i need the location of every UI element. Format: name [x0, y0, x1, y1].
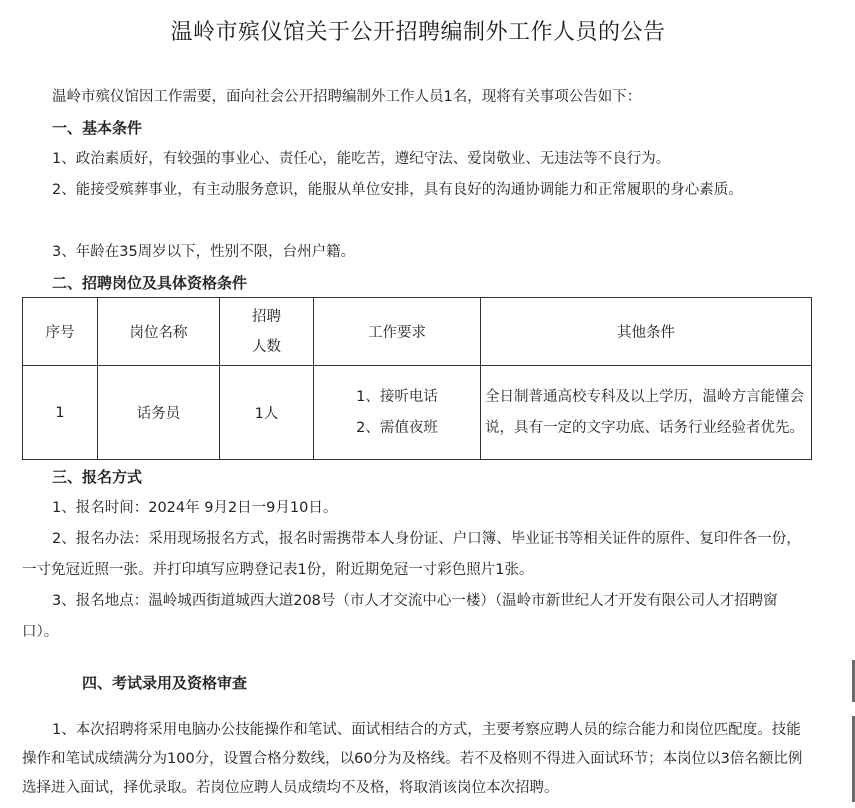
basic-condition-1: 1、政治素质好，有较强的事业心、责任心，能吃苦，遵纪守法、爱岗敬业、无违法等不良行为。 [52, 151, 671, 167]
table-row [23, 366, 812, 460]
basic-condition-2: 2、能接受殡葬事业，有主动服务意识，能服从单位安排，具有良好的沟通协调能力和正常履职的身心素质。 [52, 182, 743, 198]
row-count: 1人 [220, 366, 314, 460]
section-heading-exam: 四、考试录用及资格审查 [82, 674, 248, 692]
section-heading-basic-conditions: 一、基本条件 [52, 119, 143, 137]
requirement-1: 1、接听电话 [356, 388, 438, 405]
header-other-conditions: 其他条件 [481, 298, 812, 366]
registration-method: 2、报名办法：采用现场报名方式，报名时需携带本人身份证、户口簿、毕业证书等相关证件的原件、复印件各一份，一寸免冠近照一张。并打印填写应聘登记表1份，附近期免冠一寸彩色照片1张。 [22, 531, 801, 578]
row-position: 话务员 [98, 366, 220, 460]
row-requirements [314, 366, 481, 460]
row-index: 1 [23, 366, 98, 460]
header-requirements: 工作要求 [314, 298, 481, 366]
basic-condition-3: 3、年龄在35周岁以下，性别不限，台州户籍。 [52, 244, 356, 260]
intro-paragraph: 温岭市殡仪馆因工作需要，面向社会公开招聘编制外工作人员1名，现将有关事项公告如下： [52, 89, 642, 105]
row-other-conditions: 全日制普通高校专科及以上学历，温岭方言能懂会说，具有一定的文字功底、话务行业经验者优先。 [481, 366, 812, 460]
header-index: 序号 [23, 298, 98, 366]
positions-table [22, 297, 812, 460]
registration-time: 1、报名时间：2024年 9月2日一9月10日。 [52, 500, 338, 516]
requirement-2: 2、需值夜班 [356, 419, 438, 436]
header-count-line2: 人数 [252, 338, 281, 355]
page-title: 温岭市殡仪馆关于公开招聘编制外工作人员的公告 [170, 20, 666, 45]
section-heading-positions: 二、招聘岗位及具体资格条件 [52, 274, 248, 292]
registration-location: 3、报名地点：温岭城西街道城西大道208号（市人才交流中心一楼）（温岭市新世纪人才开发有限公司人才招聘窗口）。 [22, 593, 778, 640]
header-position: 岗位名称 [98, 298, 220, 366]
table-header-row [23, 298, 812, 366]
section-heading-registration: 三、报名方式 [52, 468, 143, 486]
header-count-line1: 招聘 [252, 308, 281, 325]
exam-paragraph-1: 1、本次招聘将采用电脑办公技能操作和笔试、面试相结合的方式，主要考察应聘人员的综合能力和岗位匹配度。技能操作和笔试成绩满分为100分，设置合格分数线，以60分为及格线。若不及格则不得进入面试环节；本岗位以3倍名额比例选择进入面试，择优录取。若岗位应聘人员成绩均不及格，将取消该岗位本次招聘。 [22, 722, 803, 796]
header-count [220, 298, 314, 366]
